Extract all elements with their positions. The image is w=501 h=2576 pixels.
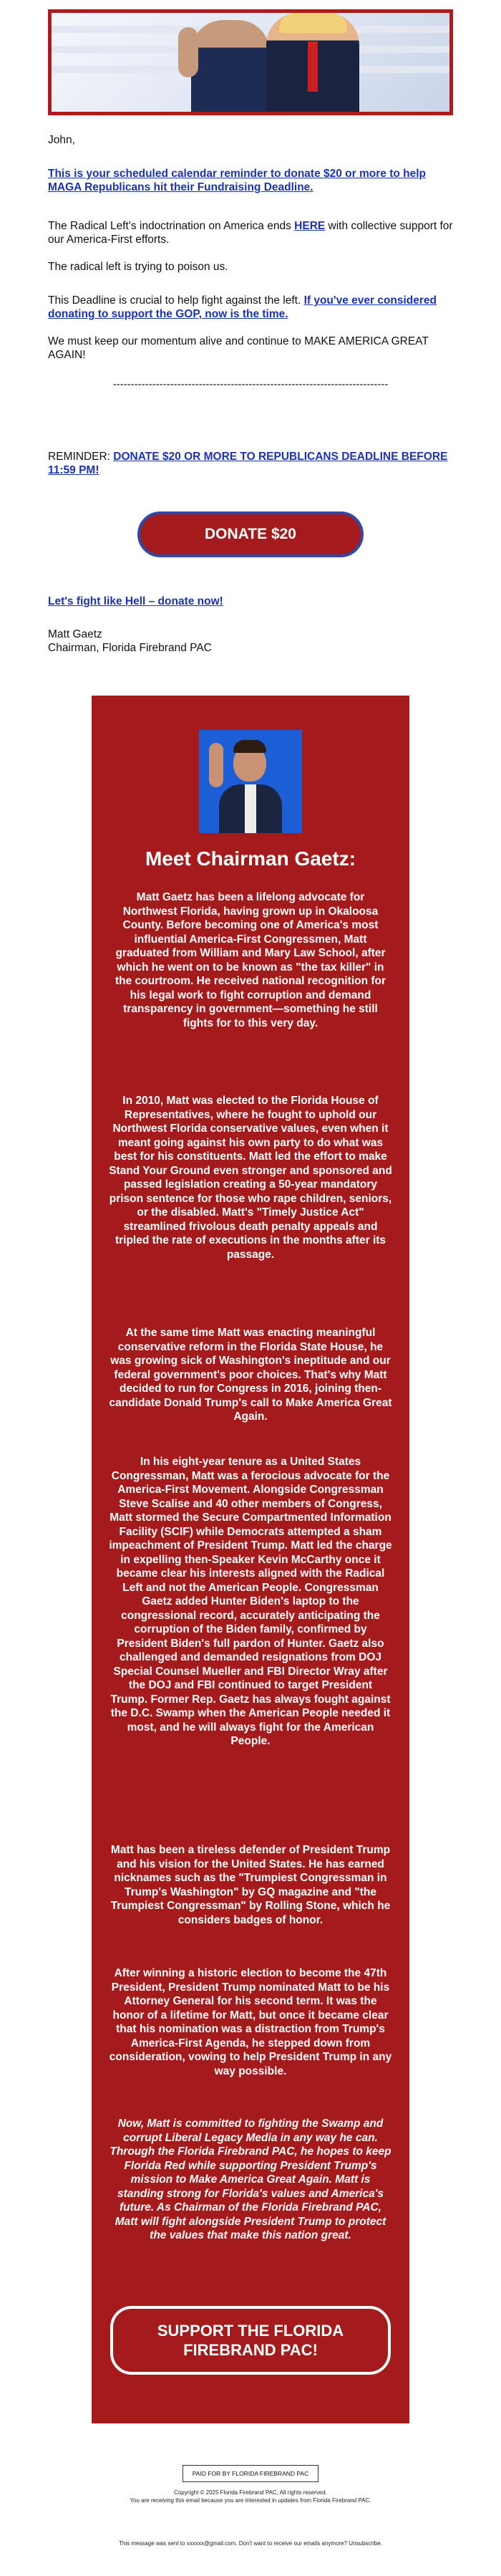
bio-paragraph: Now, Matt is committed to fighting the Swamp and corrupt Liberal Legacy Media in any way he can. Through the Florida Firebrand PAC, he hopes to keep Florida Red while supporting President Trump's mission to Make America Great Again. Matt is standing strong for Florida's values and America's future. As Chairman of the Florida Firebrand PAC, Matt will fight alongside President Trump to protect the values that make this nation great. xyxy=(110,2118,391,2241)
portrait-left-image xyxy=(191,20,270,112)
fight-donate-link[interactable]: Let's fight like Hell – donate now! xyxy=(48,595,223,607)
intro-paragraph xyxy=(48,167,453,194)
paragraph-text: with collective support for our America-First efforts. xyxy=(48,220,453,246)
divider-line: ----------------------------------------------------------------------------- xyxy=(112,378,389,390)
bio-paragraph: In his eight-year tenure as a United States Congressman, Matt was a ferocious advocate for the America-First Movement. Alongside Congressman Steve Scalise and 40 other members of Congress, Matt stormed the Secure Compartmented Information Facility (SCIF) while Democrats attempted a sham impeachment of President Trump. Matt led the charge in expelling then-Speaker Kevin McCarthy once it became clear his interests aligned with the Radical Left and not the American People. Congressman Gaetz added Hunter Biden's laptop to the congressional record, accurately anticipating the corruption of the Biden family, confirmed by President Biden's full pardon of Hunter. Gaetz also challenged and demanded resignations from DOJ Special Counsel Mueller and FBI Director Wray after the DOJ and FBI continued to target President Trump. Former Rep. Gaetz has always fought against the D.C. Swamp when the American People needed it most, and he will always fight for the American People. xyxy=(109,1456,392,1747)
here-link[interactable]: HERE xyxy=(294,220,326,232)
reminder-deadline-link[interactable]: DONATE $20 OR MORE TO REPUBLICANS DEADLINE BEFORE 11:59 PM! xyxy=(48,451,448,476)
paragraph-poison: The radical left is trying to poison us. xyxy=(48,261,228,273)
paragraph-text: The Radical Left's indoctrination on America ends xyxy=(48,220,295,232)
reminder-label: REMINDER: xyxy=(48,451,114,463)
reminder-paragraph xyxy=(48,450,453,477)
paragraph-text: This Deadline is crucial to help fight against the left. xyxy=(48,294,304,307)
bio-paragraph: At the same time Matt was enacting meaningful conservative reform in the Florida State House, he was growing sick of Washington's ineptitude and our federal government's poor choices. That's why Matt decided to run for Congress in 2016, joining then-candidate Donald Trump's call to Make America Great Again. xyxy=(109,1327,392,1423)
intro-donate-link[interactable]: This is your scheduled calendar reminder to donate $20 or more to help MAGA Republicans hit their Fundraising Deadline. xyxy=(48,168,426,193)
header-banner-image xyxy=(48,9,453,115)
paragraph-deadline xyxy=(48,294,453,321)
bio-paragraph: Matt has been a tireless defender of President Trump and his vision for the United States. He has earned nicknames such as the "Trumpiest Congressman in Trump's Washington" by GQ magazine and "the Trumpiest Congressman" by Rolling Stone, which he considers badges of honor. xyxy=(110,1844,391,1926)
fight-paragraph xyxy=(48,595,453,608)
footer-reason: You are receiving this email because you are interested in updates from Florida Firebrand PAC. xyxy=(130,2497,371,2504)
bio-section xyxy=(92,696,409,2423)
bio-title: Meet Chairman Gaetz: xyxy=(145,847,356,870)
bio-paragraph: Matt Gaetz has been a lifelong advocate for Northwest Florida, having grown up in Okaloosa County. Before becoming one of America's most influential America-First Congressmen, Matt graduated from William and Mary Law School, after which he went on to be known as "the tax killer" in the courtroom. He received national recognition for his legal work to fight corruption and demand transparency in government—something he still fights for to this very day. xyxy=(115,891,386,1029)
support-gop-link[interactable]: If you've ever considered donating to support the GOP, now is the time. xyxy=(48,294,437,320)
paragraph-indoctrination xyxy=(48,219,453,246)
paragraph-momentum: We must keep our momentum alive and continue to MAKE AMERICA GREAT AGAIN! xyxy=(48,335,429,361)
donate-button[interactable]: DONATE $20 xyxy=(137,511,364,557)
chairman-photo xyxy=(199,730,302,833)
greeting: John, xyxy=(48,134,75,146)
bio-paragraph: In 2010, Matt was elected to the Florida House of Representatives, where he fought to uphold our Northwest Florida conservative values, even when it meant going against his own party to do what was best for his constituents. Matt led the effort to make Stand Your Ground even stronger and sponsored and passed legislation creating a 50-year mandatory prison sentence for those who rape children, seniors, or the disabled. Matt's "Timely Justice Act" streamlined frivolous death penalty appeals and tripled the rate of executions in the months after its passage. xyxy=(109,1095,392,1261)
signature-title: Chairman, Florida Firebrand PAC xyxy=(48,642,212,654)
portrait-right-image xyxy=(266,13,359,112)
support-pac-button[interactable]: SUPPORT THE FLORIDA FIREBRAND PAC! xyxy=(110,2306,391,2375)
paid-for-disclaimer: PAID FOR BY FLORIDA FIREBRAND PAC xyxy=(183,2465,318,2482)
bio-paragraph: After winning a historic election to become the 47th President, President Trump nominated Matt to be his Attorney General for his second term. It was the honor of a lifetime for Matt, but once it became clear that his nomination was a distraction from Trump's America-First Agenda, he stepped down from consideration, vowing to help President Trump in any way possible. xyxy=(109,1967,392,2077)
footer-copyright: Copyright © 2025 Florida Firebrand PAC, All rights reserved. xyxy=(174,2489,327,2496)
footer-unsubscribe[interactable]: This message was sent to xxxxxx@gmail.com. Don't want to receive our emails anymore? Unsubscribe. xyxy=(118,2540,382,2547)
signature-name: Matt Gaetz xyxy=(48,628,102,640)
